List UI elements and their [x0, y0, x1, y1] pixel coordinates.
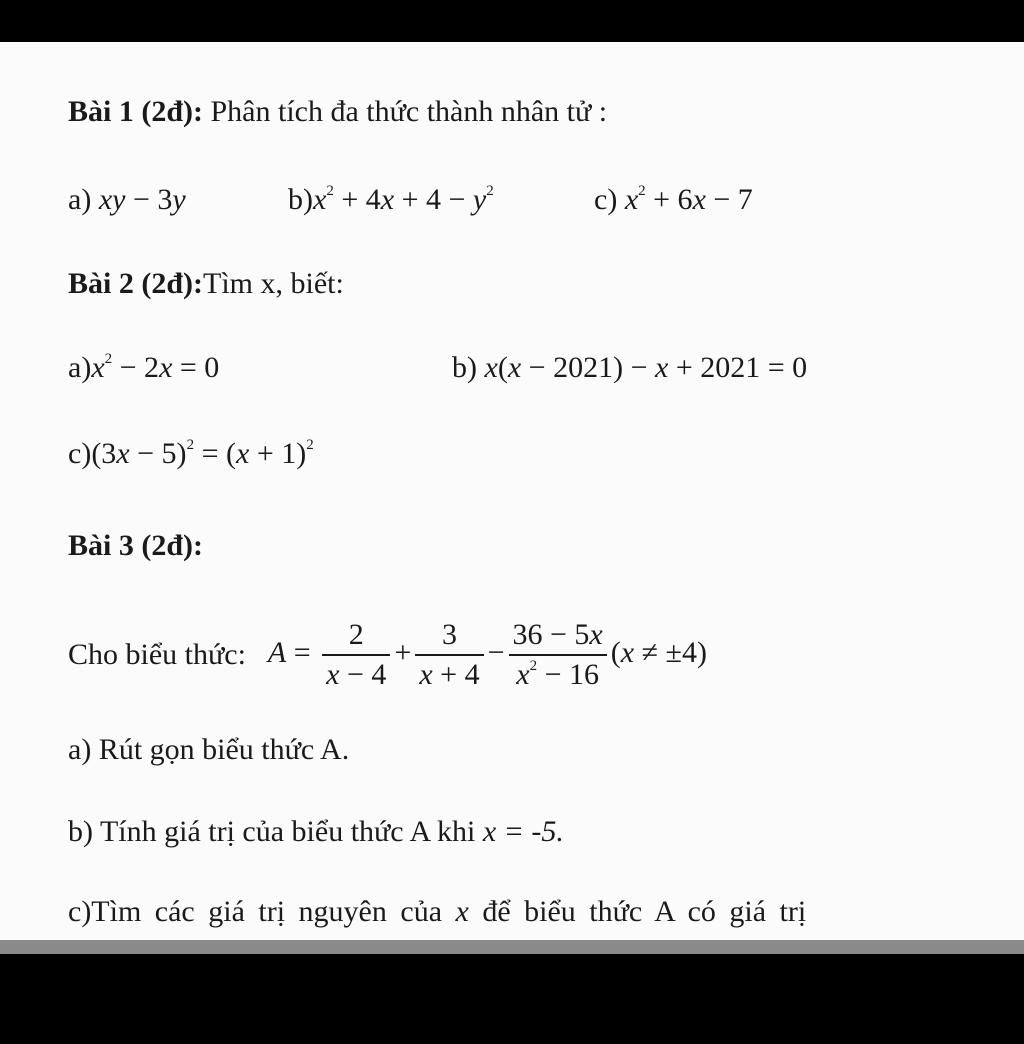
fraction-3: $\frac{36 - 5x}{x^2 - 16}$	[509, 618, 607, 692]
fraction-2: $\frac{3}{x + 4}$	[415, 618, 483, 692]
bai1-a-expr: xy	[98, 183, 126, 216]
bai2-heading-line	[68, 266, 344, 302]
bai3-b-text: b) Tính giá trị của biểu thức A khi	[68, 815, 483, 848]
bai2-a-label: a)	[68, 351, 92, 384]
bai2-b-label: b)	[452, 351, 477, 384]
bai1-a: a) xy − 3y	[68, 183, 186, 216]
bai2-c	[68, 436, 314, 472]
document-page	[0, 42, 1024, 940]
bai3-a: a) Rút gọn biểu thức A.	[68, 733, 350, 766]
bai1-b-expr: $x^2 + 4x + 4 - y^2$	[313, 183, 494, 216]
bai2-text: Tìm x, biết:	[203, 267, 344, 300]
bai1-text: Phân tích đa thức thành nhân tử :	[203, 95, 608, 128]
bai2-b	[452, 350, 807, 386]
bai3-heading-line	[68, 528, 203, 564]
bai3-c	[68, 894, 806, 930]
bottom-divider	[0, 940, 1024, 954]
bai3-formula: A = $\frac{2}{x - 4}$ + $\frac{3}{x + 4}$ − $\frac{36 - 5x}{x^2 - 16}$ (x ≠ ±4)	[267, 618, 707, 691]
bai3-expression	[68, 600, 707, 710]
bai3-heading: Bài 3 (2đ):	[68, 529, 203, 562]
bai3-b	[68, 814, 564, 850]
bai1-b	[288, 182, 494, 218]
bai1-c-label: c)	[594, 183, 625, 216]
fraction-1: $\frac{2}{x - 4}$	[322, 618, 390, 692]
bottom-black-bar	[0, 954, 1024, 1044]
bai3-b-math: x = -5.	[482, 815, 564, 848]
bai2-heading: Bài 2 (2đ):	[68, 267, 203, 300]
bai3-c-pre: c)Tìm các giá trị nguyên của	[68, 895, 456, 928]
bai1-a-label: a)	[68, 183, 99, 216]
top-black-bar	[0, 0, 1024, 42]
bai1-c-expr: $x^2 + 6x - 7$	[624, 183, 753, 216]
bai2-c-label: c)	[68, 437, 92, 470]
bai2-b-expr: x(x − 2021) − x + 2021 = 0	[484, 351, 808, 384]
bai2-c-expr: $(3x - 5)^2 = (x + 1)^2$	[91, 437, 314, 470]
bai3-c-post: để biểu thức A có giá trị	[468, 895, 807, 928]
bai3-intro: Cho biểu thức:	[68, 638, 246, 671]
bai1-b-label: b)	[288, 183, 313, 216]
bai3-c-var: x	[455, 895, 469, 928]
bai1-c	[594, 182, 753, 218]
bai2-a-expr: $x^2 - 2x = 0$	[91, 351, 220, 384]
bai1-heading: Bài 1 (2đ):	[68, 95, 203, 128]
bai2-a	[68, 350, 219, 386]
bai1-heading-line	[68, 94, 607, 130]
